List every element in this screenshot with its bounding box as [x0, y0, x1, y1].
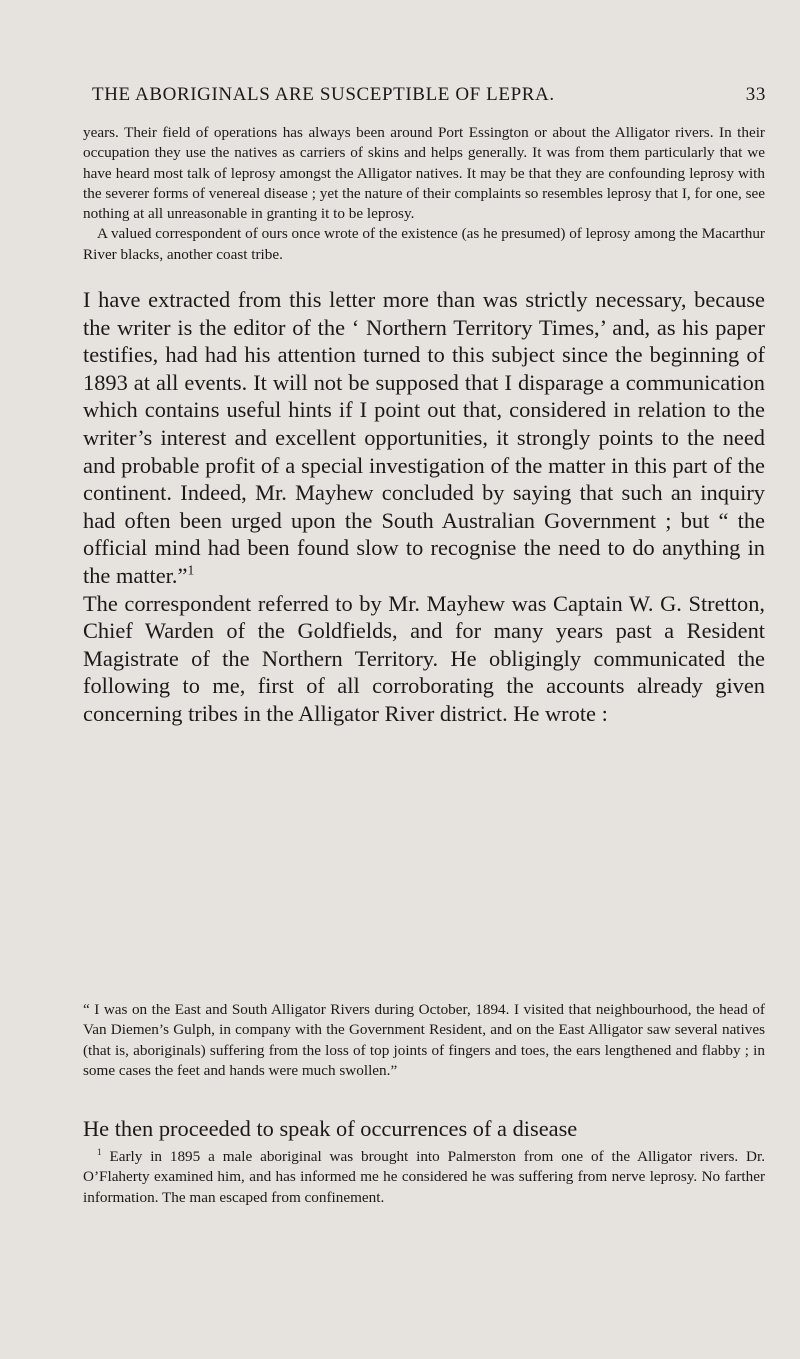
running-title: THE ABORIGINALS ARE SUSCEPTIBLE OF LEPRA.	[92, 84, 555, 105]
paragraph-extracted-letter	[83, 286, 765, 590]
footnote-text: Early in 1895 a male aboriginal was brought into Palmerston from one of the Alligator rivers. Dr. O’Flaherty examined him, and has informed me he considered he was suffering from nerve leprosy. No farther information. The man escaped from confinement.	[83, 1148, 766, 1206]
block-quote	[83, 1000, 765, 1081]
paragraph-proceeded: He then proceeded to speak of occurrences of a disease	[83, 1116, 578, 1141]
paragraph-correspondent-stretton: The correspondent referred to by Mr. Mayhew was Captain W. G. Stretton, Chief Warden of the Goldfields, and for many years past a Resident Magistrate of the Northern Territory. He obligingly communicated the following to me, first of all corroborating the accounts already given concerning tribes in the Alligator River district. He wrote :	[83, 590, 765, 726]
continuing-text	[83, 1115, 765, 1143]
quote-paragraph: “ I was on the East and South Alligator Rivers during October, 1894. I visited that neighbourhood, the head of Van Diemen’s Gulph, in company with the Government Resident, and on the East Alligator saw several natives (that is, aboriginals) suffering from the loss of top joints of fingers and toes, the ears lengthened and flabby ; in some cases the feet and hands were much swollen.”	[83, 1001, 765, 1079]
opening-small-text	[83, 123, 765, 265]
footnote	[83, 1147, 765, 1208]
footnote-paragraph	[83, 1147, 765, 1208]
paragraph-extracted-text: I have extracted from this letter more than was strictly necessary, because the writer is the editor of the ‘ Northern Territory Times,’ and, as his paper testifies, had had his attention turned to this subject since the beginning of 1893 at all events. It will not be supposed that I disparage a communication which contains useful hints if I point out that, considered in relation to the writer’s interest and excellent opportunities, it strongly points to the need and probable profit of a special investigation of the matter in this part of the continent. Indeed, Mr. Mayhew concluded by saying that such an inquiry had often been urged upon the South Australian Government ; but “ the official mind had been found slow to recognise the need to do anything in the matter.”	[83, 287, 765, 588]
main-large-text	[83, 286, 765, 728]
page-number: 33	[745, 84, 766, 105]
running-head	[92, 84, 766, 106]
paragraph-valued-correspondent: A valued correspondent of ours once wrote of the existence (as he presumed) of leprosy among the Macarthur River blacks, another coast tribe.	[83, 225, 765, 263]
paragraph-years: years. Their field of operations has always been around Port Essington or about the Alligator rivers. In their occupation they use the natives as carriers of skins and helps generally. It was from them particularly that we have heard most talk of leprosy amongst the Alligator natives. It may be that they are confounding leprosy with the severer forms of venereal disease ; yet the nature of their complaints so resembles leprosy that I, for one, see nothing at all unreasonable in granting it to be leprosy.	[83, 124, 765, 223]
footnote-reference: 1	[187, 562, 195, 578]
footnote-mark: 1	[97, 1146, 102, 1157]
